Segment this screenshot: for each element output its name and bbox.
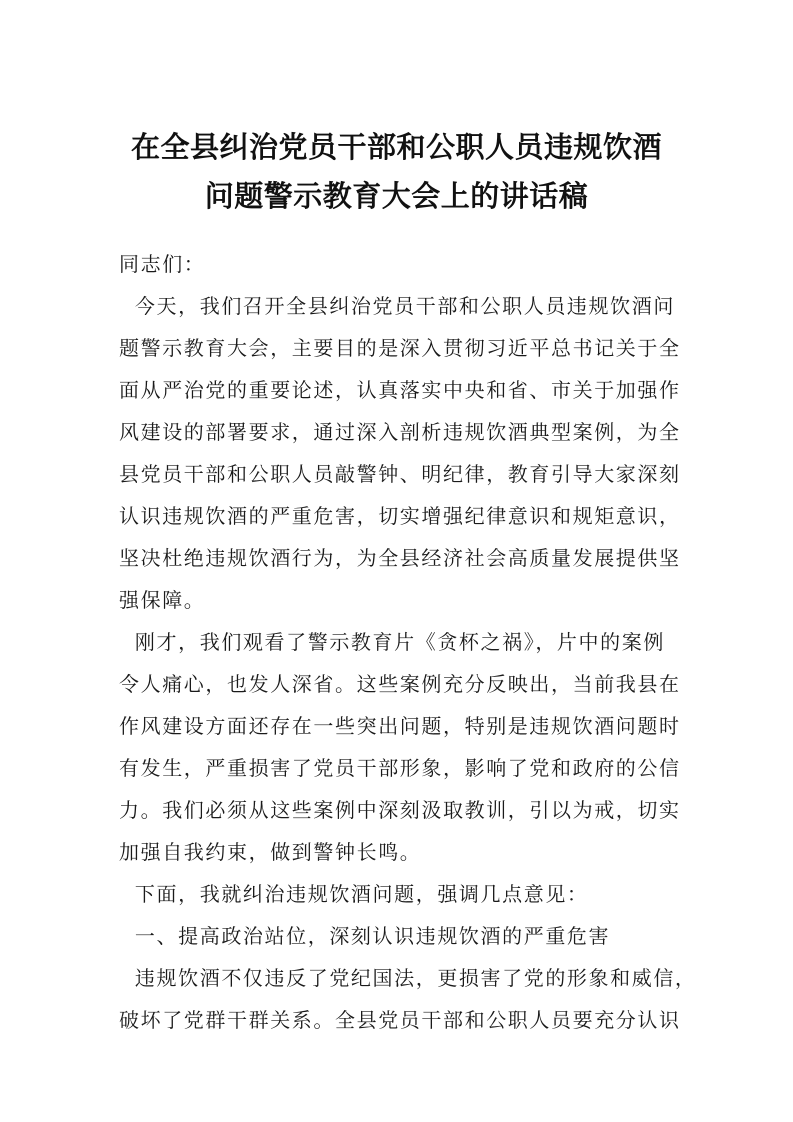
body-line: 刚才，我们观看了警示教育片《贪杯之祸》，片中的案例	[119, 630, 665, 654]
body-line: 题警示教育大会，主要目的是深入贯彻习近平总书记关于全	[119, 336, 681, 360]
body-line: 作风建设方面还存在一些突出问题，特别是违规饮酒问题时	[119, 714, 681, 738]
body-line: 面从严治党的重要论述，认真落实中央和省、市关于加强作	[119, 378, 681, 402]
body-line: 县党员干部和公职人员敲警钟、明纪律，教育引导大家深刻	[119, 462, 681, 486]
document-title-line-1: 在全县纠治党员干部和公职人员违规饮酒	[130, 130, 662, 164]
body-line: 坚决杜绝违规饮酒行为，为全县经济社会高质量发展提供坚	[119, 546, 681, 570]
section-heading: 一、提高政治站位，深刻认识违规饮酒的严重危害	[119, 924, 611, 948]
salutation: 同志们：	[119, 252, 206, 276]
body-line: 令人痛心，也发人深省。这些案例充分反映出，当前我县在	[119, 672, 681, 696]
body-line: 加强自我约束，做到警钟长鸣。	[119, 840, 422, 864]
body-line: 今天，我们召开全县纠治党员干部和公职人员违规饮酒问	[119, 294, 675, 318]
body-line: 违规饮酒不仅违反了党纪国法，更损害了党的形象和威信，	[119, 966, 697, 990]
body-line: 力。我们必须从这些案例中深刻汲取教训，引以为戒，切实	[119, 798, 681, 822]
body-line: 认识违规饮酒的严重危害，切实增强纪律意识和规矩意识，	[119, 504, 681, 528]
document-title-line-2: 问题警示教育大会上的讲话稿	[204, 179, 589, 213]
body-line: 有发生，严重损害了党员干部形象，影响了党和政府的公信	[119, 756, 681, 780]
body-line: 强保障。	[119, 588, 206, 612]
body-line: 破坏了党群干群关系。全县党员干部和公职人员要充分认识	[119, 1008, 681, 1032]
body-line: 下面，我就纠治违规饮酒问题，强调几点意见：	[119, 882, 589, 906]
body-line: 风建设的部署要求，通过深入剖析违规饮酒典型案例，为全	[119, 420, 681, 444]
